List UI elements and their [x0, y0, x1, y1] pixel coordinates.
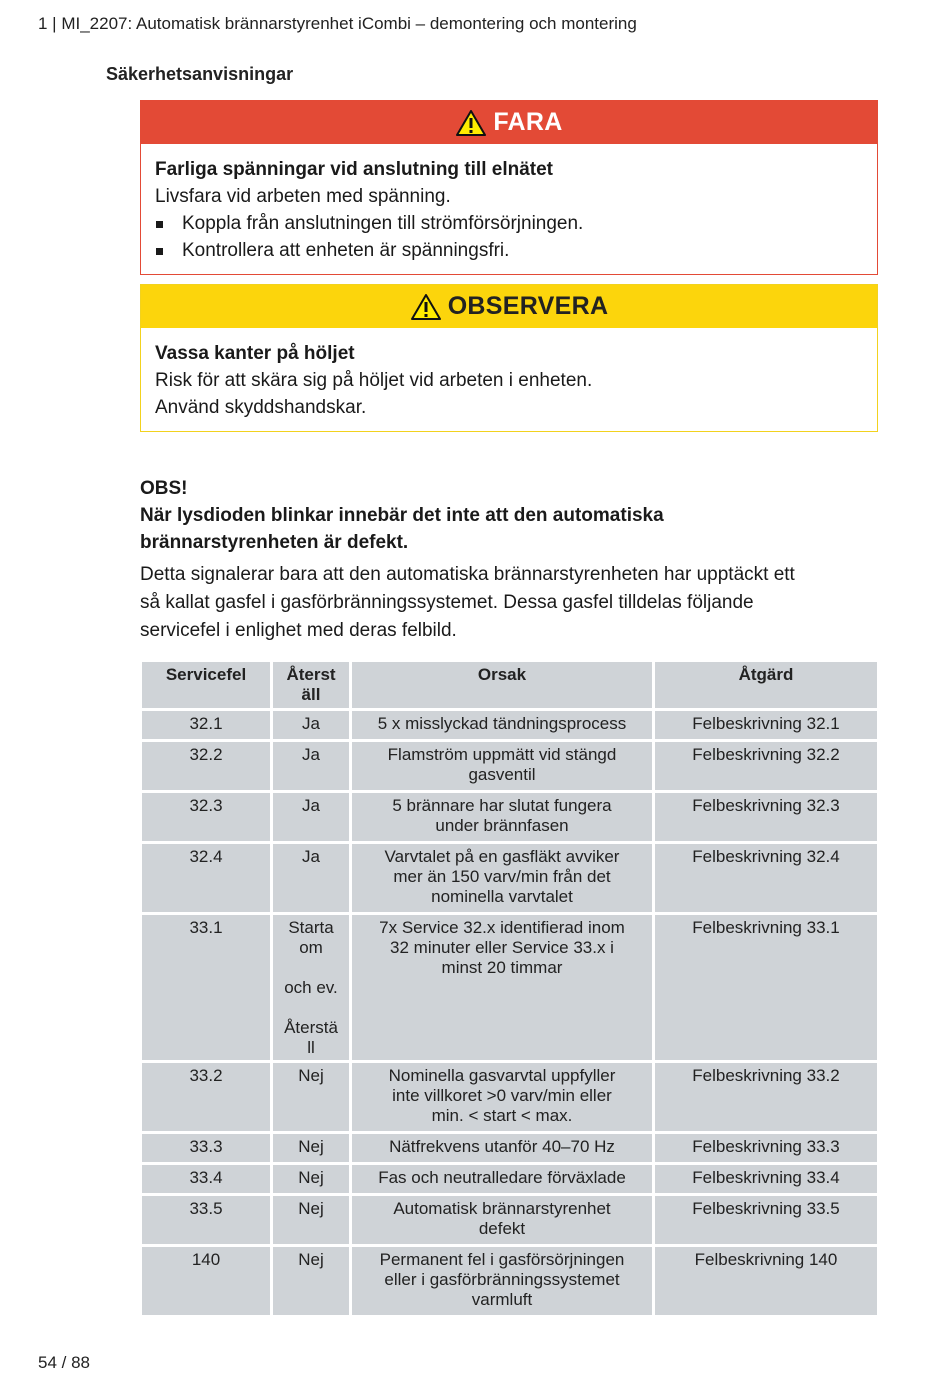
cause-cell: Nominella gasvarvtal uppfyller inte villkoret >0 varv/min eller min. < start < max. — [352, 1063, 652, 1131]
table-row — [142, 793, 877, 841]
fault-code-cell: 140 — [142, 1247, 270, 1315]
action-cell: Felbeskrivning 33.1 — [655, 915, 877, 1060]
action-cell: Felbeskrivning 32.3 — [655, 793, 877, 841]
reset-cell: Ja — [273, 793, 349, 841]
action-cell: Felbeskrivning 32.2 — [655, 742, 877, 790]
warning-triangle-icon — [455, 109, 487, 137]
obs-paragraph — [140, 561, 880, 645]
danger-label: FARA — [493, 108, 563, 136]
reset-cell: Ja — [273, 711, 349, 739]
cause-cell: Fas och neutralledare förväxlade — [352, 1165, 652, 1193]
cause-cell: Varvtalet på en gasfläkt avviker mer än 150 varv/min från det nominella varvtalet — [352, 844, 652, 912]
obs-paragraph-line: Detta signalerar bara att den automatiska brännarstyrenheten har upptäckt ett — [140, 564, 795, 585]
column-header-atgard: Åtgärd — [655, 662, 877, 708]
cause-cell: 7x Service 32.x identifierad inom 32 minuter eller Service 33.x i minst 20 timmar — [352, 915, 652, 1060]
reset-cell: Nej — [273, 1165, 349, 1193]
obs-note — [140, 475, 880, 645]
reset-cell: Ja — [273, 844, 349, 912]
danger-notice-bar — [141, 101, 877, 144]
action-cell: Felbeskrivning 33.5 — [655, 1196, 877, 1244]
caution-line: Risk för att skära sig på höljet vid arbeten i enheten. — [155, 370, 593, 391]
fault-code-cell: 32.2 — [142, 742, 270, 790]
cause-cell: Automatisk brännarstyrenhet defekt — [352, 1196, 652, 1244]
reset-cell: Nej — [273, 1134, 349, 1162]
fault-code-cell: 33.3 — [142, 1134, 270, 1162]
fault-code-cell: 32.1 — [142, 711, 270, 739]
table-row — [142, 1247, 877, 1315]
action-cell: Felbeskrivning 33.4 — [655, 1165, 877, 1193]
column-header-orsak: Orsak — [352, 662, 652, 708]
danger-heading: Farliga spänningar vid anslutning till elnätet — [155, 159, 553, 180]
cause-cell: 5 brännare har slutat fungera under brännfasen — [352, 793, 652, 841]
cause-cell: Flamström uppmätt vid stängd gasventil — [352, 742, 652, 790]
reset-cell: Nej — [273, 1063, 349, 1131]
running-header: 1 | MI_2207: Automatisk brännarstyrenhet iCombi – demontering och montering — [38, 14, 637, 33]
page-number: 54 / 88 — [38, 1353, 90, 1372]
table-row — [142, 1134, 877, 1162]
obs-subtitle-line: brännarstyrenheten är defekt. — [140, 532, 409, 553]
fault-code-cell: 33.2 — [142, 1063, 270, 1131]
danger-step: Kontrollera att enheten är spänningsfri. — [155, 237, 863, 264]
table-row — [142, 844, 877, 912]
fault-code-cell: 33.4 — [142, 1165, 270, 1193]
table-row — [142, 1196, 877, 1244]
column-header-servicefel: Servicefel — [142, 662, 270, 708]
action-cell: Felbeskrivning 140 — [655, 1247, 877, 1315]
reset-cell: Nej — [273, 1196, 349, 1244]
danger-text: Livsfara vid arbeten med spänning. — [155, 186, 451, 207]
reset-cell: Ja — [273, 742, 349, 790]
obs-paragraph-line: så kallat gasfel i gasförbränningssystemet. Dessa gasfel tilldelas följande — [140, 592, 754, 613]
fault-code-cell: 32.4 — [142, 844, 270, 912]
fault-code-cell: 32.3 — [142, 793, 270, 841]
cause-cell: 5 x misslyckad tändningsprocess — [352, 711, 652, 739]
table-row — [142, 742, 877, 790]
warning-triangle-icon — [410, 293, 442, 321]
obs-paragraph-line: servicefel i enlighet med deras felbild. — [140, 620, 457, 641]
fault-code-cell: 33.1 — [142, 915, 270, 1060]
danger-step: Koppla från anslutningen till strömförsörjningen. — [155, 210, 863, 237]
table-row — [142, 1165, 877, 1193]
action-cell: Felbeskrivning 32.4 — [655, 844, 877, 912]
table-row — [142, 1063, 877, 1131]
obs-title: OBS! — [140, 478, 188, 499]
table-row — [142, 711, 877, 739]
danger-notice — [140, 100, 878, 275]
column-header-aterstall: Återst äll — [273, 662, 349, 708]
action-cell: Felbeskrivning 33.2 — [655, 1063, 877, 1131]
reset-cell: Starta om och ev. Återstä ll — [273, 915, 349, 1060]
fault-code-cell: 33.5 — [142, 1196, 270, 1244]
caution-line: Använd skyddshandskar. — [155, 397, 367, 418]
table-header-row — [142, 662, 877, 708]
obs-subtitle-line: När lysdioden blinkar innebär det inte att den automatiska — [140, 505, 664, 526]
cause-cell: Permanent fel i gasförsörjningen eller i gasförbränningssystemet varmluft — [352, 1247, 652, 1315]
danger-steps — [155, 210, 863, 264]
caution-notice-bar — [141, 285, 877, 328]
caution-heading: Vassa kanter på höljet — [155, 343, 355, 364]
action-cell: Felbeskrivning 33.3 — [655, 1134, 877, 1162]
service-fault-table — [139, 659, 880, 1318]
caution-notice — [140, 284, 878, 432]
table-row — [142, 915, 877, 1060]
section-title: Säkerhetsanvisningar — [106, 64, 294, 84]
action-cell: Felbeskrivning 32.1 — [655, 711, 877, 739]
reset-cell: Nej — [273, 1247, 349, 1315]
cause-cell: Nätfrekvens utanför 40–70 Hz — [352, 1134, 652, 1162]
caution-label: OBSERVERA — [447, 292, 609, 320]
